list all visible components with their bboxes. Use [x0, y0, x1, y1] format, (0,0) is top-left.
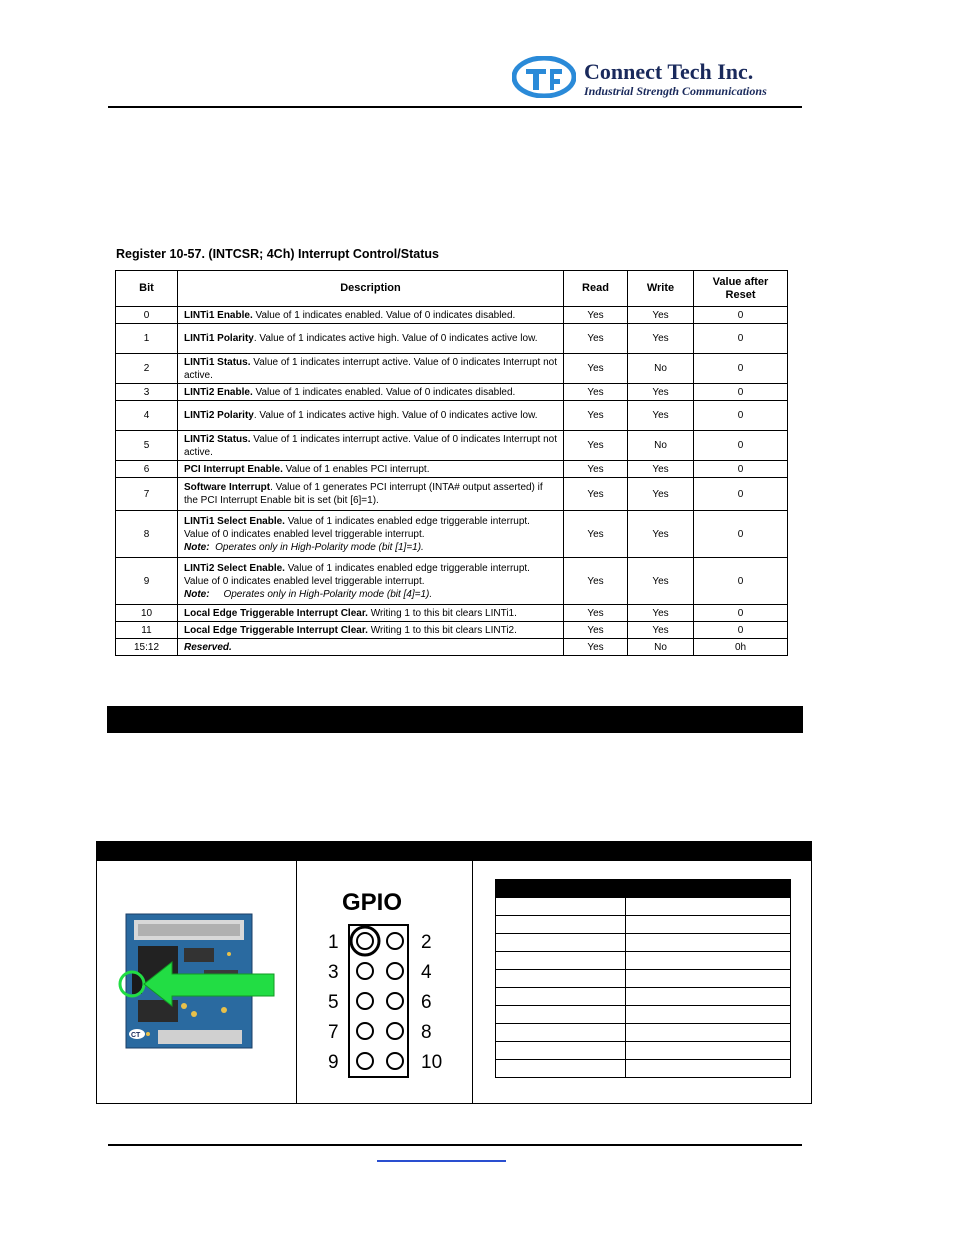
pin-label-right: 4: [421, 962, 432, 983]
col-header-write: Write: [628, 271, 694, 307]
pin-table-row: [496, 916, 791, 934]
register-row: [116, 384, 788, 401]
pin-label-right: 2: [421, 932, 432, 953]
description-cell: [178, 307, 564, 324]
svg-text:CT: CT: [131, 1032, 141, 1039]
pin-table-cell: [626, 1024, 791, 1042]
register-row: [116, 401, 788, 431]
pin-table-cell: [626, 934, 791, 952]
pin-label-left: 9: [328, 1052, 339, 1073]
write-cell: No: [628, 354, 694, 384]
pin-icon: [387, 933, 403, 949]
pin-table-cell: [496, 1006, 626, 1024]
pin-table-row: [496, 898, 791, 916]
bit-cell: 2: [116, 354, 178, 384]
register-table: [115, 270, 788, 656]
field-name: Local Edge Triggerable Interrupt Clear.: [184, 607, 368, 619]
pin-table-cell: [626, 1006, 791, 1024]
pin-table-cell: [496, 1042, 626, 1060]
write-cell: Yes: [628, 622, 694, 639]
gpio-box-header-bar: [97, 842, 811, 861]
pin-table-cell: [496, 970, 626, 988]
board-image: [114, 910, 276, 1052]
col-header-bit: Bit: [116, 271, 178, 307]
reset-cell: 0: [694, 384, 788, 401]
pin-icon: [387, 963, 403, 979]
register-row: [116, 307, 788, 324]
bit-cell: 8: [116, 511, 178, 558]
col-header-reset: Value after Reset: [694, 271, 788, 307]
reset-cell: 0: [694, 461, 788, 478]
pin-icon: [387, 993, 403, 1009]
pin-table-row: [496, 988, 791, 1006]
description-cell: [178, 354, 564, 384]
field-name: LINTi1 Status.: [184, 356, 251, 368]
note-label: Note:: [184, 541, 210, 553]
read-cell: Yes: [564, 401, 628, 431]
description-cell: [178, 605, 564, 622]
read-cell: Yes: [564, 307, 628, 324]
field-description: Value of 1 enables PCI interrupt.: [282, 463, 430, 475]
pin-icon: [387, 1023, 403, 1039]
company-tagline: Industrial Strength Communications: [584, 84, 767, 98]
field-description: Value of 1 indicates interrupt active. Value of 0 indicates Interrupt not active.: [184, 356, 557, 381]
reset-cell: 0: [694, 511, 788, 558]
bit-cell: 5: [116, 431, 178, 461]
field-name: PCI Interrupt Enable.: [184, 463, 283, 475]
pin-table-cell: [626, 988, 791, 1006]
read-cell: Yes: [564, 384, 628, 401]
pin-table-cell: [496, 1060, 626, 1078]
write-cell: Yes: [628, 558, 694, 605]
write-cell: Yes: [628, 401, 694, 431]
reset-cell: 0: [694, 605, 788, 622]
read-cell: Yes: [564, 622, 628, 639]
register-row: [116, 461, 788, 478]
bit-cell: 11: [116, 622, 178, 639]
description-cell: [178, 324, 564, 354]
read-cell: Yes: [564, 511, 628, 558]
pin-label-right: 8: [421, 1022, 432, 1043]
register-row: [116, 622, 788, 639]
pin-label-right: 6: [421, 992, 432, 1013]
bit-cell: 15:12: [116, 639, 178, 656]
field-name: Reserved.: [184, 641, 232, 653]
bit-cell: 3: [116, 384, 178, 401]
field-name: LINTi1 Enable.: [184, 309, 253, 321]
field-description: . Value of 1 generates PCI interrupt (INTA# output asserted) if the PCI Interrupt Enable bit is set (bit [6]=1).: [184, 482, 543, 506]
pin-table-row: [496, 1006, 791, 1024]
bit-cell: 0: [116, 307, 178, 324]
pin-table-cell: [626, 898, 791, 916]
pin-table-header-cell: [626, 880, 791, 898]
description-cell: [178, 384, 564, 401]
note-text: Operates only in High-Polarity mode (bit [1]=1).: [209, 541, 424, 553]
field-name: LINTi2 Enable.: [184, 386, 253, 398]
reset-cell: 0: [694, 354, 788, 384]
register-row: [116, 511, 788, 558]
field-description: Value of 1 indicates enabled edge triggerable interrupt. Value of 0 indicates enabled level triggerable interrupt.: [184, 562, 530, 587]
description-cell: [178, 558, 564, 605]
description-cell: [178, 401, 564, 431]
register-row: [116, 324, 788, 354]
field-name: Local Edge Triggerable Interrupt Clear.: [184, 624, 368, 636]
col-header-description: Description: [178, 271, 564, 307]
field-description: Writing 1 to this bit clears LINTi2.: [367, 624, 517, 636]
reset-cell: 0: [694, 622, 788, 639]
bit-cell: 7: [116, 478, 178, 511]
read-cell: Yes: [564, 558, 628, 605]
description-cell: [178, 431, 564, 461]
pin-label-right: 10: [421, 1052, 443, 1073]
gpio-header-icon: [318, 882, 458, 1082]
gpio-box-divider: [296, 861, 297, 1104]
write-cell: Yes: [628, 511, 694, 558]
footer-link[interactable]: [377, 1160, 506, 1162]
field-description: . Value of 1 indicates active high. Value of 0 indicates active low.: [253, 333, 538, 344]
pin-table-cell: [626, 916, 791, 934]
field-name: LINTi2 Select Enable.: [184, 562, 285, 574]
register-row: [116, 605, 788, 622]
field-note: [184, 541, 557, 554]
reset-cell: 0: [694, 478, 788, 511]
header-rule: [108, 106, 802, 108]
field-description: Value of 1 indicates interrupt active. Value of 0 indicates Interrupt not active.: [184, 433, 557, 458]
reset-cell: 0: [694, 431, 788, 461]
reset-cell: 0h: [694, 639, 788, 656]
pin-table-row: [496, 934, 791, 952]
bit-cell: 10: [116, 605, 178, 622]
bit-cell: 4: [116, 401, 178, 431]
write-cell: Yes: [628, 605, 694, 622]
pin-table-cell: [496, 952, 626, 970]
field-description: Value of 1 indicates enabled. Value of 0 indicates disabled.: [252, 386, 516, 398]
pin-table-row: [496, 1042, 791, 1060]
pin-table-cell: [496, 898, 626, 916]
field-description: Value of 1 indicates enabled. Value of 0 indicates disabled.: [252, 309, 516, 321]
description-cell: [178, 461, 564, 478]
field-description: Writing 1 to this bit clears LINTi1.: [367, 607, 517, 619]
field-name: LINTi2 Status.: [184, 433, 251, 445]
company-logo: [512, 56, 802, 100]
pin-label-left: 5: [328, 992, 339, 1013]
pin-icon: [357, 933, 373, 949]
pin-table-header-cell: [496, 880, 626, 898]
footer-rule: [108, 1144, 802, 1146]
col-header-read: Read: [564, 271, 628, 307]
pin-label-left: 1: [328, 932, 339, 953]
field-name: LINTi2 Polarity: [184, 410, 254, 421]
gpio-box-divider: [472, 861, 473, 1104]
gpio-title: GPIO: [342, 889, 403, 916]
reset-cell: 0: [694, 558, 788, 605]
pin-icon: [357, 963, 373, 979]
write-cell: Yes: [628, 307, 694, 324]
pin-table-row: [496, 1024, 791, 1042]
field-name: LINTi1 Select Enable.: [184, 515, 285, 527]
reset-cell: 0: [694, 324, 788, 354]
pin-table-cell: [496, 1024, 626, 1042]
gpio-pinout-diagram: [318, 882, 458, 1082]
gpio-pin-table-header: [496, 880, 791, 898]
pin-table-row: [496, 952, 791, 970]
pin-icon: [357, 1053, 373, 1069]
pin-icon: [357, 1023, 373, 1039]
pin-table-cell: [496, 988, 626, 1006]
write-cell: Yes: [628, 384, 694, 401]
read-cell: Yes: [564, 431, 628, 461]
write-cell: Yes: [628, 478, 694, 511]
pin-table-cell: [496, 934, 626, 952]
read-cell: Yes: [564, 354, 628, 384]
register-row: [116, 558, 788, 605]
write-cell: Yes: [628, 461, 694, 478]
field-name: Software Interrupt: [184, 482, 271, 493]
pin-table-cell: [626, 970, 791, 988]
pin-table-cell: [626, 1042, 791, 1060]
pin-table-cell: [626, 952, 791, 970]
write-cell: No: [628, 431, 694, 461]
register-row: [116, 431, 788, 461]
field-note: [184, 588, 557, 601]
read-cell: Yes: [564, 478, 628, 511]
section-heading-bar: [107, 706, 803, 733]
pin-table-row: [496, 970, 791, 988]
field-name: LINTi1 Polarity: [184, 333, 254, 344]
read-cell: Yes: [564, 639, 628, 656]
write-cell: Yes: [628, 324, 694, 354]
bit-cell: 6: [116, 461, 178, 478]
reset-cell: 0: [694, 401, 788, 431]
bit-cell: 9: [116, 558, 178, 605]
register-row: [116, 354, 788, 384]
register-caption: Register 10-57. (INTCSR; 4Ch) Interrupt Control/Status: [116, 247, 439, 261]
reset-cell: 0: [694, 307, 788, 324]
note-label: Note:: [184, 588, 210, 600]
description-cell: [178, 478, 564, 511]
register-row: [116, 478, 788, 511]
write-cell: No: [628, 639, 694, 656]
description-cell: [178, 622, 564, 639]
register-row: [116, 639, 788, 656]
description-cell: [178, 511, 564, 558]
field-description: . Value of 1 indicates active high. Value of 0 indicates active low.: [253, 410, 538, 421]
read-cell: Yes: [564, 461, 628, 478]
company-name: Connect Tech Inc.: [584, 59, 754, 84]
read-cell: Yes: [564, 605, 628, 622]
pin-table-cell: [626, 1060, 791, 1078]
register-table-header: [116, 271, 788, 307]
pin-icon: [357, 993, 373, 1009]
description-cell: [178, 639, 564, 656]
pin-table-cell: [496, 916, 626, 934]
read-cell: Yes: [564, 324, 628, 354]
bit-cell: 1: [116, 324, 178, 354]
pin-label-left: 3: [328, 962, 339, 983]
note-text: Operates only in High-Polarity mode (bit [4]=1).: [209, 588, 433, 600]
field-description: Value of 1 indicates enabled edge triggerable interrupt. Value of 0 indicates enabled level triggerable interrupt.: [184, 515, 530, 540]
gpio-pin-table: [495, 879, 791, 1078]
pin-table-row: [496, 1060, 791, 1078]
ct-logo-icon: [512, 56, 576, 98]
pin-label-left: 7: [328, 1022, 339, 1043]
pin-icon: [387, 1053, 403, 1069]
